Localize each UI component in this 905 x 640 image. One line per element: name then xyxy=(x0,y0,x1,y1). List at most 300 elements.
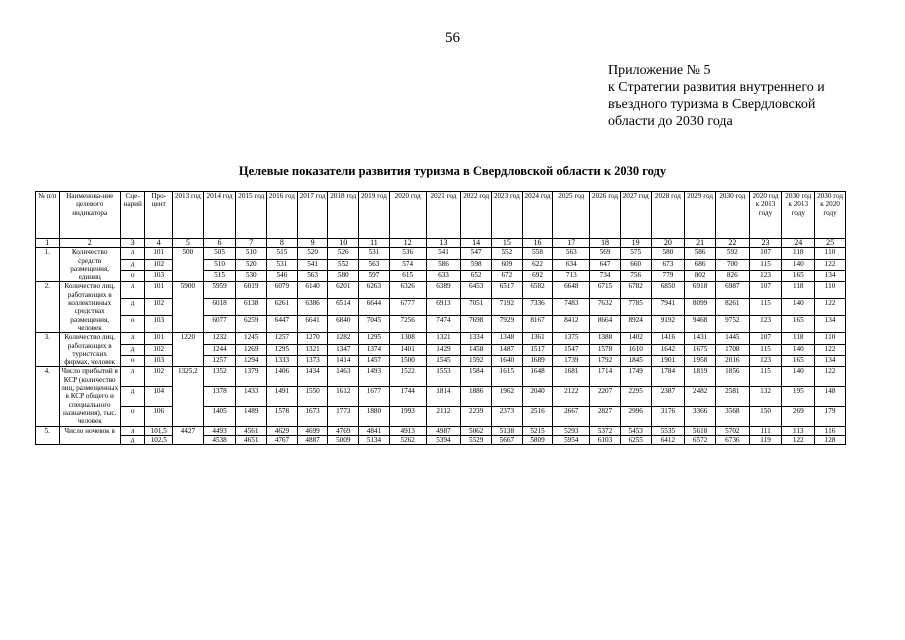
value-cell: 148 xyxy=(815,387,846,407)
value-cell: 6572 xyxy=(685,435,716,444)
value-cell: 9752 xyxy=(715,316,749,333)
value-cell: 1500 xyxy=(389,356,426,367)
indicator-number: 1. xyxy=(36,248,60,282)
value-cell: 1856 xyxy=(715,367,749,387)
value-cell: 6018 xyxy=(203,299,236,316)
column-number: 5 xyxy=(173,239,204,248)
value-cell: 8167 xyxy=(522,316,553,333)
value-cell: 700 xyxy=(715,259,749,270)
column-number: 1 xyxy=(36,239,60,248)
value-cell: 1388 xyxy=(590,333,621,344)
scenario-cell: д xyxy=(120,387,145,407)
table-row xyxy=(36,282,846,299)
value-cell: 1819 xyxy=(685,367,716,387)
value-cell: 546 xyxy=(267,271,298,282)
value-cell: 5702 xyxy=(715,426,749,435)
value-cell: 6913 xyxy=(426,299,461,316)
value-cell: 110 xyxy=(815,282,846,299)
column-header: 2020 год к 2013 году xyxy=(749,192,782,239)
value-cell: 1491 xyxy=(267,387,298,407)
value-cell: 4987 xyxy=(426,426,461,435)
value-cell: 2016 xyxy=(715,356,749,367)
value-cell: 115 xyxy=(749,259,782,270)
value-cell: 5062 xyxy=(461,426,492,435)
value-cell: 1522 xyxy=(389,367,426,387)
column-header: 2028 год xyxy=(651,192,685,239)
value-cell: 713 xyxy=(553,271,590,282)
column-header: № п/п xyxy=(36,192,60,239)
value-cell: 5809 xyxy=(522,435,553,444)
value-cell: 597 xyxy=(359,271,390,282)
value-cell: 531 xyxy=(359,248,390,259)
column-header: 2030 год к 2013 году xyxy=(782,192,815,239)
value-cell: 4493 xyxy=(203,426,236,435)
value-cell: 6736 xyxy=(715,435,749,444)
column-header: Сце-нарий xyxy=(120,192,145,239)
column-number-row xyxy=(36,239,846,248)
column-number: 12 xyxy=(389,239,426,248)
value-cell: 6840 xyxy=(328,316,359,333)
value-cell: 552 xyxy=(328,259,359,270)
indicator-name: Число прибытий в КСР (количество лиц, размещенных в КСР общего и специального назначения), тыс. человек xyxy=(59,367,120,426)
value-cell: 1457 xyxy=(359,356,390,367)
value-cell: 520 xyxy=(236,259,267,270)
value-cell: 3176 xyxy=(651,406,685,426)
value-cell: 1295 xyxy=(359,333,390,344)
column-number: 14 xyxy=(461,239,492,248)
column-header: 2029 год xyxy=(685,192,716,239)
value-cell: 673 xyxy=(651,259,685,270)
value-cell: 1431 xyxy=(685,333,716,344)
value-cell: 1405 xyxy=(203,406,236,426)
value-cell: 107 xyxy=(749,333,782,344)
appendix-line: области до 2030 года xyxy=(608,114,733,129)
value-cell: 672 xyxy=(492,271,523,282)
value-cell: 132 xyxy=(749,387,782,407)
value-cell: 756 xyxy=(620,271,651,282)
column-number: 11 xyxy=(359,239,390,248)
value-cell: 526 xyxy=(328,248,359,259)
value-cell: 6077 xyxy=(203,316,236,333)
value-cell: 5215 xyxy=(522,426,553,435)
value-cell: 4913 xyxy=(389,426,426,435)
column-header: 2026 год xyxy=(590,192,621,239)
scenario-cell: д xyxy=(120,299,145,316)
value-cell: 1361 xyxy=(522,333,553,344)
value-cell: 6261 xyxy=(267,299,298,316)
value-cell: 580 xyxy=(328,271,359,282)
table-row xyxy=(36,356,846,367)
appendix-caption xyxy=(608,62,898,130)
value-cell: 6782 xyxy=(620,282,651,299)
value-cell: 1374 xyxy=(359,344,390,355)
percent-cell: 103 xyxy=(145,316,173,333)
value-cell: 7785 xyxy=(620,299,651,316)
column-number: 4 xyxy=(145,239,173,248)
value-cell: 107 xyxy=(749,282,782,299)
value-cell: 1321 xyxy=(426,333,461,344)
column-number: 7 xyxy=(236,239,267,248)
scenario-cell: д xyxy=(120,259,145,270)
column-header: 2019 год xyxy=(359,192,390,239)
value-cell: 269 xyxy=(782,406,815,426)
value-cell: 1578 xyxy=(590,344,621,355)
value-cell: 118 xyxy=(782,282,815,299)
value-cell: 195 xyxy=(782,387,815,407)
percent-cell: 101 xyxy=(145,333,173,344)
value-cell: 4629 xyxy=(267,426,298,435)
value-cell: 4561 xyxy=(236,426,267,435)
value-cell: 140 xyxy=(782,259,815,270)
column-number: 15 xyxy=(492,239,523,248)
value-cell: 1642 xyxy=(651,344,685,355)
value-cell: 1232 xyxy=(203,333,236,344)
value-cell: 3568 xyxy=(715,406,749,426)
value-cell: 6644 xyxy=(359,299,390,316)
value-cell: 5262 xyxy=(389,435,426,444)
value-cell: 1244 xyxy=(203,344,236,355)
column-header: Про-цент xyxy=(145,192,173,239)
column-header: 2016 год xyxy=(267,192,298,239)
value-cell: 6447 xyxy=(267,316,298,333)
value-cell: 1792 xyxy=(590,356,621,367)
scenario-cell: о xyxy=(120,316,145,333)
value-cell: 2581 xyxy=(715,387,749,407)
column-header: 2022 год xyxy=(461,192,492,239)
indicator-number: 5. xyxy=(36,426,60,445)
value-cell: 1640 xyxy=(492,356,523,367)
value-cell: 6987 xyxy=(715,282,749,299)
value-cell: 1378 xyxy=(203,387,236,407)
value-cell: 115 xyxy=(749,367,782,387)
column-header: 2027 год xyxy=(620,192,651,239)
value-cell: 1673 xyxy=(297,406,328,426)
value-cell: 6326 xyxy=(389,282,426,299)
column-number: 16 xyxy=(522,239,553,248)
value-cell: 1321 xyxy=(297,344,328,355)
value-cell: 110 xyxy=(815,248,846,259)
value-cell: 1379 xyxy=(236,367,267,387)
value-cell: 563 xyxy=(297,271,328,282)
value-cell: 552 xyxy=(492,248,523,259)
scenario-cell: о xyxy=(120,356,145,367)
value-cell: 4767 xyxy=(267,435,298,444)
indicators-table xyxy=(35,191,846,445)
value-cell: 6386 xyxy=(297,299,328,316)
value-cell: 6850 xyxy=(651,282,685,299)
value-cell: 5529 xyxy=(461,435,492,444)
value-cell: 575 xyxy=(620,248,651,259)
value-cell: 8664 xyxy=(590,316,621,333)
value-cell: 1714 xyxy=(590,367,621,387)
value-cell: 686 xyxy=(685,259,716,270)
scenario-cell: д xyxy=(120,435,145,444)
value-cell: 6715 xyxy=(590,282,621,299)
table-row xyxy=(36,435,846,444)
value-cell: 122 xyxy=(815,259,846,270)
table-row xyxy=(36,259,846,270)
percent-cell: 104 xyxy=(145,387,173,407)
value-cell: 615 xyxy=(389,271,426,282)
value-cell: 5667 xyxy=(492,435,523,444)
column-number: 18 xyxy=(590,239,621,248)
column-number: 9 xyxy=(297,239,328,248)
base-2013-cell: 1325,2 xyxy=(173,367,204,426)
value-cell: 7474 xyxy=(426,316,461,333)
value-cell: 633 xyxy=(426,271,461,282)
scenario-cell: о xyxy=(120,271,145,282)
value-cell: 140 xyxy=(782,367,815,387)
value-cell: 1429 xyxy=(426,344,461,355)
value-cell: 5618 xyxy=(685,426,716,435)
value-cell: 2207 xyxy=(590,387,621,407)
value-cell: 515 xyxy=(203,271,236,282)
value-cell: 6389 xyxy=(426,282,461,299)
value-cell: 536 xyxy=(389,248,426,259)
value-cell: 8261 xyxy=(715,299,749,316)
value-cell: 1463 xyxy=(328,367,359,387)
value-cell: 6201 xyxy=(328,282,359,299)
appendix-line: к Стратегии развития внутреннего и xyxy=(608,80,825,95)
base-2013-cell: 500 xyxy=(173,248,204,282)
value-cell: 1675 xyxy=(685,344,716,355)
value-cell: 1347 xyxy=(328,344,359,355)
value-cell: 110 xyxy=(815,333,846,344)
value-cell: 6517 xyxy=(492,282,523,299)
column-number: 24 xyxy=(782,239,815,248)
column-number: 22 xyxy=(715,239,749,248)
percent-cell: 101,5 xyxy=(145,426,173,435)
value-cell: 1493 xyxy=(359,367,390,387)
value-cell: 1445 xyxy=(715,333,749,344)
value-cell: 531 xyxy=(267,259,298,270)
column-header: 2030 год xyxy=(715,192,749,239)
value-cell: 1553 xyxy=(426,367,461,387)
table-row xyxy=(36,299,846,316)
column-number: 3 xyxy=(120,239,145,248)
value-cell: 5372 xyxy=(590,426,621,435)
value-cell: 592 xyxy=(715,248,749,259)
value-cell: 107 xyxy=(749,248,782,259)
value-cell: 4769 xyxy=(328,426,359,435)
value-cell: 563 xyxy=(553,248,590,259)
indicator-name: Количество средств размещения, единиц xyxy=(59,248,120,282)
indicator-name: Количество лиц, работающих в туристских фирмах, человек xyxy=(59,333,120,367)
value-cell: 1901 xyxy=(651,356,685,367)
value-cell: 6103 xyxy=(590,435,621,444)
value-cell: 1708 xyxy=(715,344,749,355)
value-cell: 7256 xyxy=(389,316,426,333)
value-cell: 530 xyxy=(236,271,267,282)
column-header: 2024 год xyxy=(522,192,553,239)
value-cell: 622 xyxy=(522,259,553,270)
value-cell: 7941 xyxy=(651,299,685,316)
percent-cell: 103 xyxy=(145,271,173,282)
base-2013-cell: 5900 xyxy=(173,282,204,333)
value-cell: 826 xyxy=(715,271,749,282)
value-cell: 1610 xyxy=(620,344,651,355)
table-row xyxy=(36,344,846,355)
value-cell: 2239 xyxy=(461,406,492,426)
value-cell: 1416 xyxy=(651,333,685,344)
value-cell: 6641 xyxy=(297,316,328,333)
value-cell: 1458 xyxy=(461,344,492,355)
value-cell: 5134 xyxy=(359,435,390,444)
value-cell: 1406 xyxy=(267,367,298,387)
scenario-cell: д xyxy=(120,344,145,355)
indicator-name: Число ночевок в xyxy=(59,426,120,445)
table-row xyxy=(36,406,846,426)
value-cell: 150 xyxy=(749,406,782,426)
percent-cell: 102,5 xyxy=(145,435,173,444)
document-title: Целевые показатели развития туризма в Свердловской области к 2030 году xyxy=(238,164,667,178)
value-cell: 118 xyxy=(782,333,815,344)
value-cell: 1487 xyxy=(492,344,523,355)
percent-cell: 103 xyxy=(145,356,173,367)
value-cell: 7051 xyxy=(461,299,492,316)
value-cell: 6582 xyxy=(522,282,553,299)
column-header: 2015 год xyxy=(236,192,267,239)
value-cell: 165 xyxy=(782,316,815,333)
value-cell: 510 xyxy=(203,259,236,270)
value-cell: 547 xyxy=(461,248,492,259)
value-cell: 123 xyxy=(749,316,782,333)
value-cell: 2996 xyxy=(620,406,651,426)
value-cell: 580 xyxy=(651,248,685,259)
base-2013-cell: 4427 xyxy=(173,426,204,445)
value-cell: 1333 xyxy=(267,356,298,367)
value-cell: 1814 xyxy=(426,387,461,407)
value-cell: 1962 xyxy=(492,387,523,407)
value-cell: 1489 xyxy=(236,406,267,426)
value-cell: 2827 xyxy=(590,406,621,426)
value-cell: 1886 xyxy=(461,387,492,407)
value-cell: 598 xyxy=(461,259,492,270)
value-cell: 165 xyxy=(782,271,815,282)
value-cell: 1545 xyxy=(426,356,461,367)
value-cell: 634 xyxy=(553,259,590,270)
table-row xyxy=(36,426,846,435)
value-cell: 1282 xyxy=(328,333,359,344)
table-row xyxy=(36,316,846,333)
value-cell: 586 xyxy=(426,259,461,270)
column-number: 8 xyxy=(267,239,298,248)
value-cell: 2387 xyxy=(651,387,685,407)
value-cell: 1880 xyxy=(359,406,390,426)
value-cell: 2516 xyxy=(522,406,553,426)
scenario-cell: л xyxy=(120,333,145,344)
value-cell: 165 xyxy=(782,356,815,367)
percent-cell: 101 xyxy=(145,282,173,299)
value-cell: 2482 xyxy=(685,387,716,407)
value-cell: 134 xyxy=(815,271,846,282)
value-cell: 118 xyxy=(782,248,815,259)
column-number: 20 xyxy=(651,239,685,248)
value-cell: 1749 xyxy=(620,367,651,387)
value-cell: 541 xyxy=(297,259,328,270)
value-cell: 1334 xyxy=(461,333,492,344)
value-cell: 115 xyxy=(749,344,782,355)
value-cell: 6140 xyxy=(297,282,328,299)
value-cell: 1414 xyxy=(328,356,359,367)
value-cell: 1547 xyxy=(553,344,590,355)
value-cell: 1648 xyxy=(522,367,553,387)
value-cell: 1294 xyxy=(236,356,267,367)
value-cell: 1352 xyxy=(203,367,236,387)
indicator-number: 2. xyxy=(36,282,60,333)
value-cell: 586 xyxy=(685,248,716,259)
value-cell: 4538 xyxy=(203,435,236,444)
column-header: 2013 год xyxy=(173,192,204,239)
scenario-cell: л xyxy=(120,248,145,259)
value-cell: 134 xyxy=(815,356,846,367)
value-cell: 802 xyxy=(685,271,716,282)
value-cell: 6255 xyxy=(620,435,651,444)
value-cell: 1615 xyxy=(492,367,523,387)
indicator-name: Количество лиц, работающих в коллективных средствах размещения, человек xyxy=(59,282,120,333)
value-cell: 1681 xyxy=(553,367,590,387)
table-row xyxy=(36,333,846,344)
value-cell: 1348 xyxy=(492,333,523,344)
column-header: 2025 год xyxy=(553,192,590,239)
value-cell: 1958 xyxy=(685,356,716,367)
value-cell: 609 xyxy=(492,259,523,270)
value-cell: 119 xyxy=(749,435,782,444)
column-number: 21 xyxy=(685,239,716,248)
value-cell: 140 xyxy=(782,344,815,355)
value-cell: 122 xyxy=(815,344,846,355)
value-cell: 123 xyxy=(749,356,782,367)
percent-cell: 106 xyxy=(145,406,173,426)
column-header: 2023 год xyxy=(492,192,523,239)
column-number: 10 xyxy=(328,239,359,248)
value-cell: 692 xyxy=(522,271,553,282)
base-2013-cell: 1220 xyxy=(173,333,204,367)
value-cell: 111 xyxy=(749,426,782,435)
value-cell: 5293 xyxy=(553,426,590,435)
value-cell: 1517 xyxy=(522,344,553,355)
value-cell: 520 xyxy=(297,248,328,259)
column-number: 13 xyxy=(426,239,461,248)
value-cell: 134 xyxy=(815,316,846,333)
value-cell: 115 xyxy=(749,299,782,316)
value-cell: 1401 xyxy=(389,344,426,355)
value-cell: 6259 xyxy=(236,316,267,333)
value-cell: 6648 xyxy=(553,282,590,299)
value-cell: 6138 xyxy=(236,299,267,316)
value-cell: 5535 xyxy=(651,426,685,435)
value-cell: 4651 xyxy=(236,435,267,444)
value-cell: 1373 xyxy=(297,356,328,367)
value-cell: 2295 xyxy=(620,387,651,407)
page-number: 56 xyxy=(445,30,460,46)
value-cell: 5954 xyxy=(553,435,590,444)
value-cell: 8924 xyxy=(620,316,651,333)
percent-cell: 102 xyxy=(145,367,173,387)
header-row xyxy=(36,192,846,239)
column-header: 2030 год к 2020 году xyxy=(815,192,846,239)
value-cell: 7336 xyxy=(522,299,553,316)
table-row xyxy=(36,367,846,387)
column-header: 2020 год xyxy=(389,192,426,239)
column-number: 19 xyxy=(620,239,651,248)
value-cell: 2040 xyxy=(522,387,553,407)
value-cell: 5138 xyxy=(492,426,523,435)
table-row xyxy=(36,387,846,407)
indicator-number: 4. xyxy=(36,367,60,426)
value-cell: 574 xyxy=(389,259,426,270)
scenario-cell: о xyxy=(120,406,145,426)
